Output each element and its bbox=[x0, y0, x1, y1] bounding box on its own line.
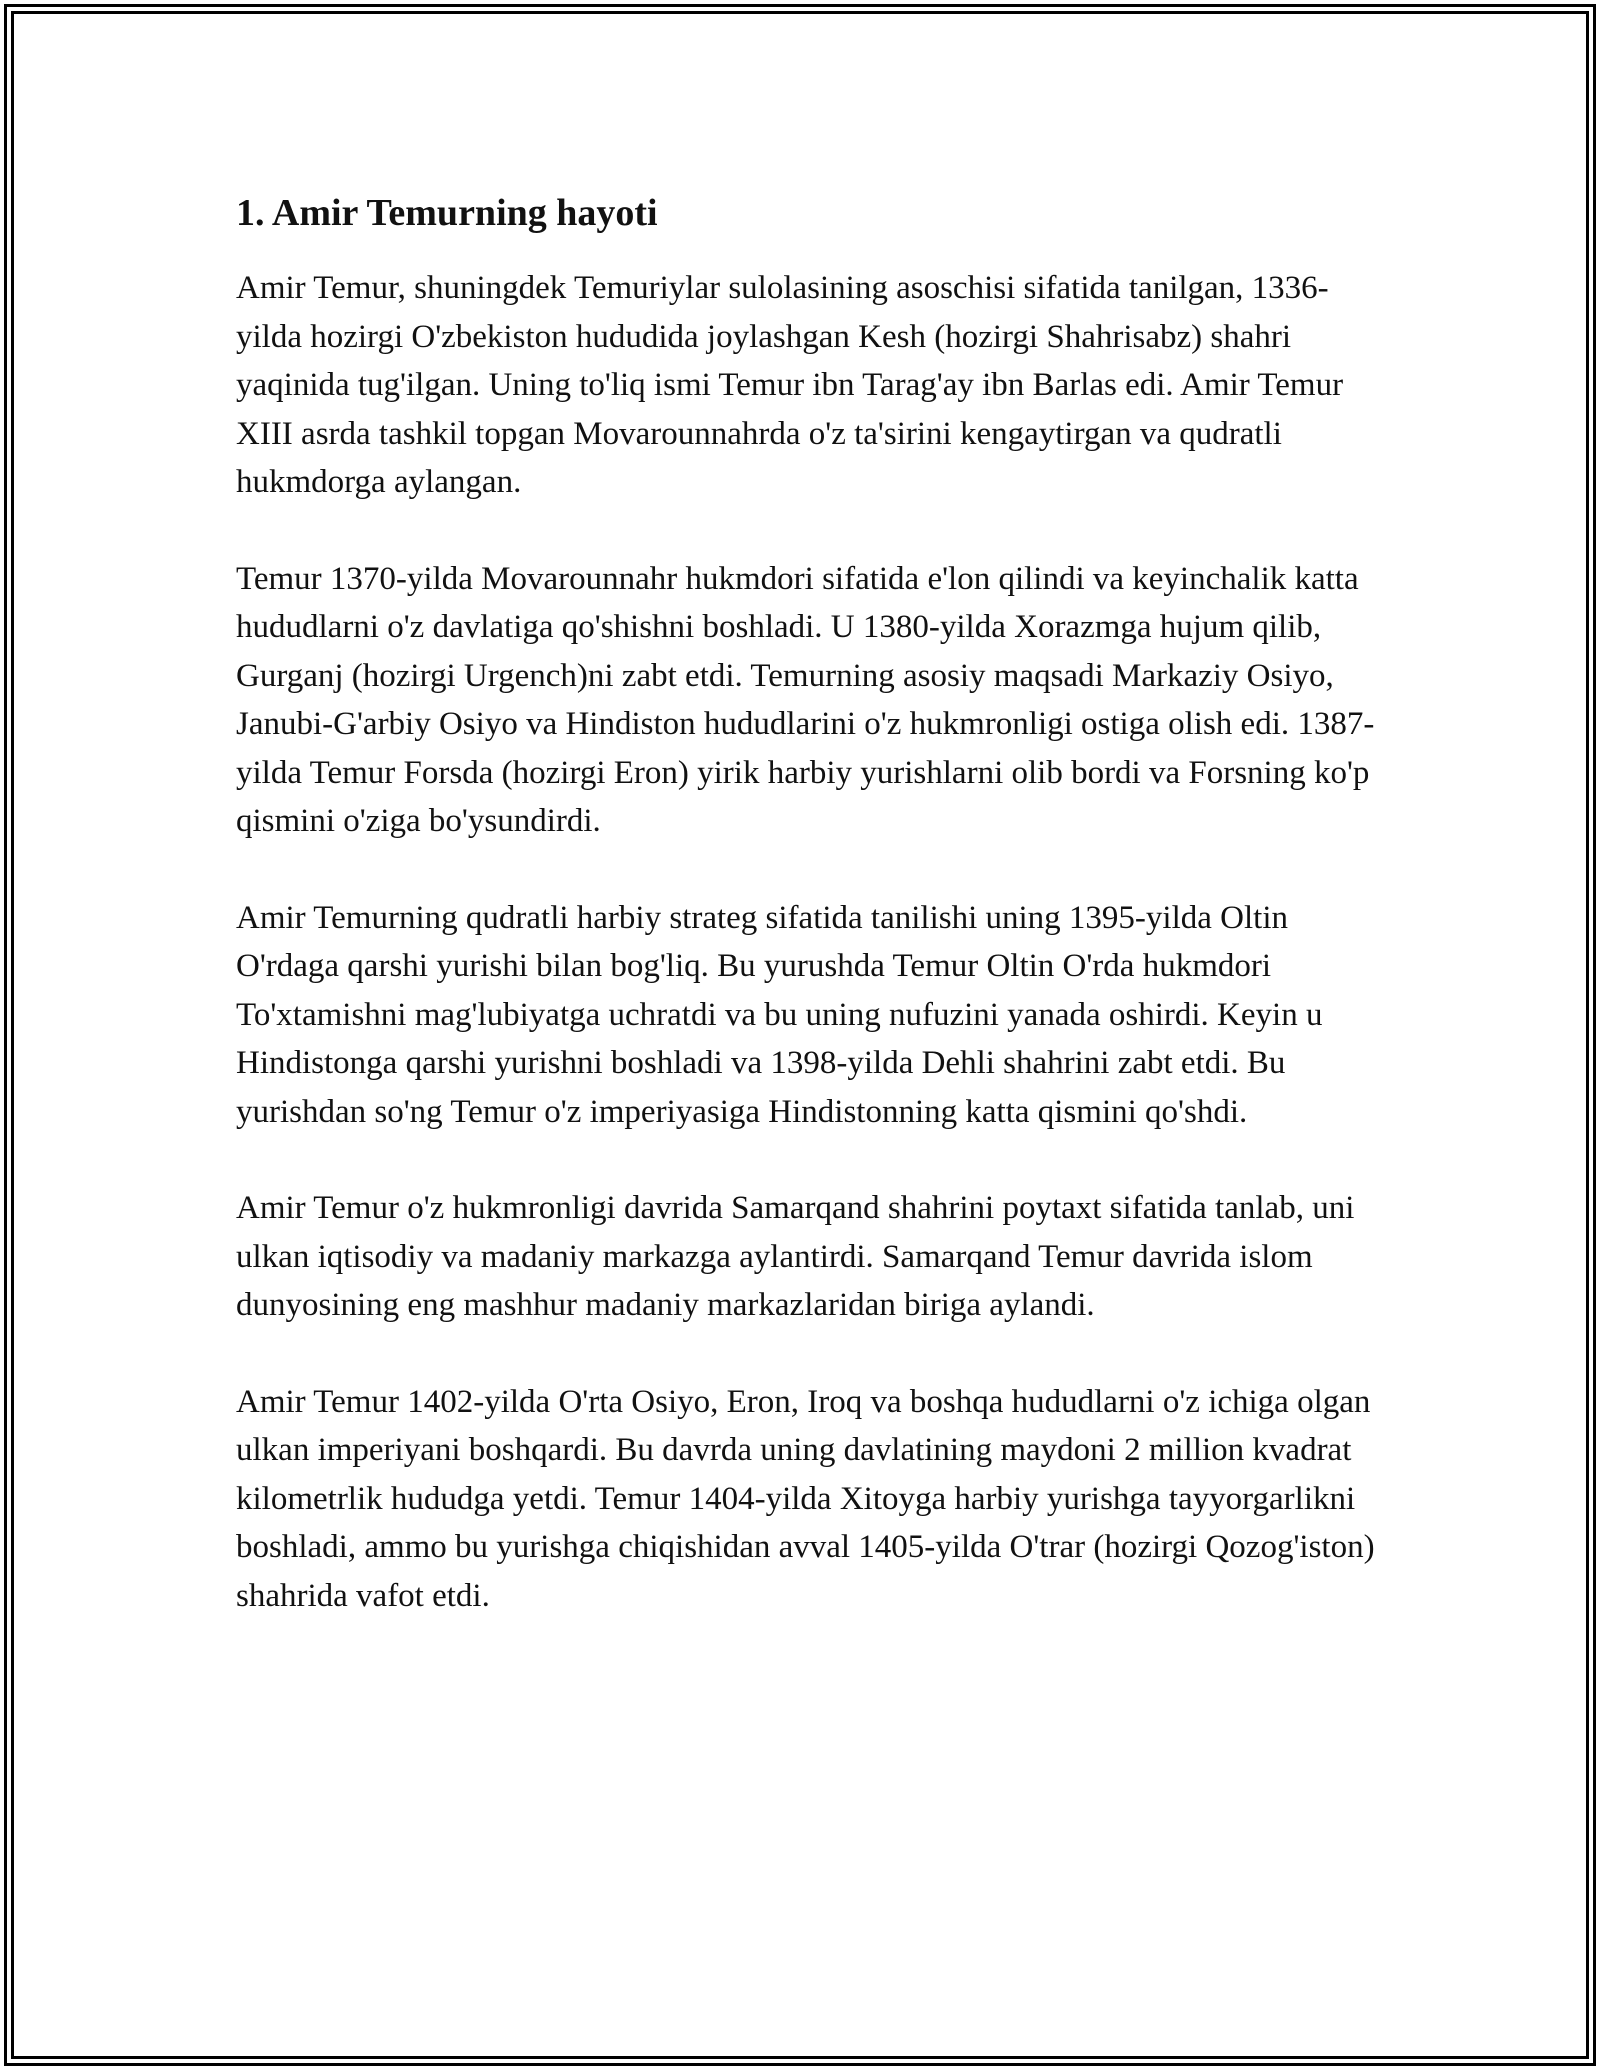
paragraph-samarkand: Amir Temur o'z hukmronligi davrida Samarqand shahrini poytaxt sifatida tanlab, uni ulkan iqtisodiy va madaniy markazga aylantirdi. Samarqand Temur davrida islom dunyosining eng mashhur madaniy markazlaridan biriga aylandi. bbox=[236, 1190, 1355, 1323]
paragraph-military-campaigns: Amir Temurning qudratli harbiy strateg sifatida tanilishi uning 1395-yilda Oltin O'rdaga qarshi yurishi bilan bog'liq. Bu yurushda Temur Oltin O'rda hukmdori To'xtamishni mag'lubiyatga uchratdi va bu uning nufuzini yanada oshirdi. Keyin u Hindistonga qarshi yurishni boshladi va 1398-yilda Dehli shahrini zabt etdi. Bu yurishdan so'ng Temur o'z imperiyasiga Hindistonning katta qismini qo'shdi. bbox=[236, 899, 1323, 1130]
paragraph-empire-and-death: Amir Temur 1402-yilda O'rta Osiyo, Eron, Iroq va boshqa hududlarni o'z ichiga olgan ulkan imperiyani boshqardi. Bu davrda uning davlatining maydoni 2 million kvadrat kilometrlik hududga yetdi. Temur 1404-yilda Xitoyga harbiy yurishga tayyorgarlikni boshladi, ammo bu yurishga chiqishidan avval 1405-yilda O'trar (hozirgi Qozog'iston) shahrida vafot etdi. bbox=[236, 1383, 1375, 1614]
document-title: 1. Amir Temurning hayoti bbox=[236, 192, 658, 234]
paragraph-early-conquests: Temur 1370-yilda Movarounnahr hukmdori sifatida e'lon qilindi va keyinchalik katta hududlarni o'z davlatiga qo'shishni boshladi. U 1380-yilda Xorazmga hujum qilib, Gurganj (hozirgi Urgench)ni zabt etdi. Temurning asosiy maqsadi Markaziy Osiyo, Janubi-G'arbiy Osiyo va Hindiston hududlarini o'z hukmronligi ostiga olish edi. 1387-yilda Temur Forsda (hozirgi Eron) yirik harbiy yurishlarni olib bordi va Forsning ko'p qismini o'ziga bo'ysundirdi. bbox=[236, 560, 1375, 839]
paragraph-birth: Amir Temur, shuningdek Temuriylar sulolasining asoschisi sifatida tanilgan, 1336-yilda hozirgi O'zbekiston hududida joylashgan Kesh (hozirgi Shahrisabz) shahri yaqinida tug'ilgan. Uning to'liq ismi Temur ibn Tarag'ay ibn Barlas edi. Amir Temur XIII asrda tashkil topgan Movarounnahrda o'z ta'sirini kengaytirgan va qudratli hukmdorga aylangan. bbox=[236, 270, 1344, 500]
document-body bbox=[236, 188, 1386, 1668]
